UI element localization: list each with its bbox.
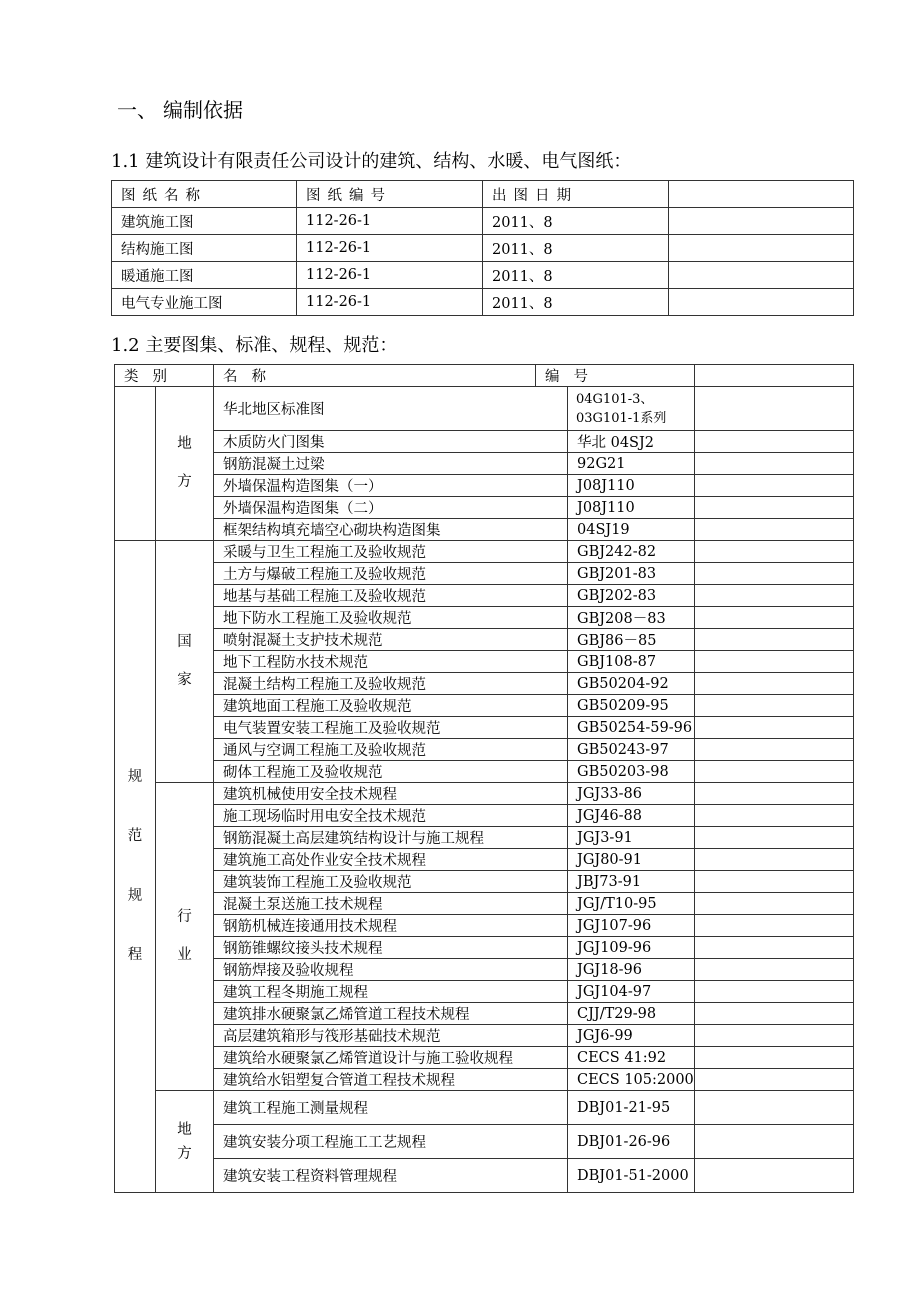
- standard-name: 建筑排水硬聚氯乙烯管道工程技术规程: [214, 1003, 568, 1025]
- standard-code: JGJ80-91: [568, 849, 695, 871]
- table-row: [115, 497, 854, 519]
- table-row: [115, 475, 854, 497]
- table-row: [115, 1125, 854, 1159]
- standard-code: GB50204-92: [568, 673, 695, 695]
- drawing-code: 112-26-1: [297, 289, 483, 316]
- column-header: 出图日期: [483, 181, 669, 208]
- table-row: [115, 761, 854, 783]
- standard-name: 外墙保温构造图集（二）: [214, 497, 568, 519]
- standard-name: 混凝土结构工程施工及验收规范: [214, 673, 568, 695]
- table-row: [115, 1025, 854, 1047]
- drawing-name: 电气专业施工图: [112, 289, 297, 316]
- table-row: [115, 585, 854, 607]
- table-row: [115, 1003, 854, 1025]
- table-row: [115, 893, 854, 915]
- standard-name: 钢筋机械连接通用技术规程: [214, 915, 568, 937]
- table-row: [115, 1091, 854, 1125]
- standard-code: GBJ108-87: [568, 651, 695, 673]
- table-row: [115, 959, 854, 981]
- table-row: [115, 651, 854, 673]
- group-label-local-atlas: 地 方: [156, 387, 214, 541]
- table-row: [115, 1047, 854, 1069]
- standard-code: CECS 105:2000: [568, 1069, 695, 1091]
- table-row: [112, 235, 854, 262]
- standard-code: GBJ86－85: [568, 629, 695, 651]
- column-header-code: 编号: [536, 365, 695, 387]
- standard-code: GBJ202-83: [568, 585, 695, 607]
- table-row: [115, 805, 854, 827]
- standard-name: 木质防火门图集: [214, 431, 568, 453]
- table-row: [115, 695, 854, 717]
- standard-code: JBJ73-91: [568, 871, 695, 893]
- column-header-category: 类别: [115, 365, 214, 387]
- drawing-name: 暖通施工图: [112, 262, 297, 289]
- drawing-code: 112-26-1: [297, 235, 483, 262]
- standard-name: 钢筋混凝土高层建筑结构设计与施工规程: [214, 827, 568, 849]
- table-row: [112, 208, 854, 235]
- standard-name: 华北地区标准图: [214, 387, 568, 431]
- table-row: [115, 607, 854, 629]
- column-header: 图纸名称: [112, 181, 297, 208]
- group-label-industry: 行 业: [156, 783, 214, 1091]
- standard-name: 钢筋混凝土过梁: [214, 453, 568, 475]
- table-row: [115, 563, 854, 585]
- standard-name: 砌体工程施工及验收规范: [214, 761, 568, 783]
- table-row: [115, 739, 854, 761]
- standard-name: 地下防水工程施工及验收规范: [214, 607, 568, 629]
- table-row: [115, 453, 854, 475]
- standard-name: 建筑给水铝塑复合管道工程技术规程: [214, 1069, 568, 1091]
- standard-code: 04G101-3、03G101-1系列: [568, 387, 695, 431]
- standard-name: 施工现场临时用电安全技术规范: [214, 805, 568, 827]
- group-label-local-specs: 地 方: [156, 1091, 214, 1193]
- standard-code: CJJ/T29-98: [568, 1003, 695, 1025]
- table-row: [112, 262, 854, 289]
- table-row: [115, 541, 854, 563]
- standard-code: 华北 04SJ2: [568, 431, 695, 453]
- table-row: [115, 783, 854, 805]
- group-label-national: 国 家: [156, 541, 214, 783]
- table-row: [115, 387, 854, 431]
- standard-name: 建筑机械使用安全技术规程: [214, 783, 568, 805]
- drawing-code: 112-26-1: [297, 208, 483, 235]
- standard-code: GBJ208－83: [568, 607, 695, 629]
- drawing-date: 2011、8: [483, 235, 669, 262]
- column-header: [669, 181, 854, 208]
- standard-name: 地下工程防水技术规范: [214, 651, 568, 673]
- standard-name: 通风与空调工程施工及验收规范: [214, 739, 568, 761]
- standard-name: 电气装置安装工程施工及验收规范: [214, 717, 568, 739]
- standard-name: 外墙保温构造图集（一）: [214, 475, 568, 497]
- section-title: [117, 94, 243, 123]
- standard-name: 建筑施工高处作业安全技术规程: [214, 849, 568, 871]
- standard-name: 混凝土泵送施工技术规程: [214, 893, 568, 915]
- standard-name: 建筑装饰工程施工及验收规范: [214, 871, 568, 893]
- standard-code: GB50203-98: [568, 761, 695, 783]
- group-label-specs: 规 范 规 程: [115, 541, 156, 1193]
- standard-code: 92G21: [568, 453, 695, 475]
- table-row: [115, 937, 854, 959]
- table-row: [115, 673, 854, 695]
- table-row: [115, 1159, 854, 1193]
- standard-code: GB50209-95: [568, 695, 695, 717]
- standard-name: 建筑工程冬期施工规程: [214, 981, 568, 1003]
- table-row: [115, 519, 854, 541]
- standard-code: GB50254-59-96: [568, 717, 695, 739]
- standard-code: DBJ01-51-2000: [568, 1159, 695, 1193]
- standard-code: JGJ104-97: [568, 981, 695, 1003]
- standard-name: 建筑安装分项工程施工工艺规程: [214, 1125, 568, 1159]
- standard-name: 土方与爆破工程施工及验收规范: [214, 563, 568, 585]
- section-number: 一、: [117, 98, 157, 122]
- standard-name: 框架结构填充墙空心砌块构造图集: [214, 519, 568, 541]
- standard-name: 建筑工程施工测量规程: [214, 1091, 568, 1125]
- drawing-date: 2011、8: [483, 208, 669, 235]
- standard-code: DBJ01-21-95: [568, 1091, 695, 1125]
- standard-code: JGJ109-96: [568, 937, 695, 959]
- standard-name: 钢筋焊接及验收规程: [214, 959, 568, 981]
- standards-table: [114, 364, 854, 1193]
- standard-name: 建筑地面工程施工及验收规范: [214, 695, 568, 717]
- column-header-name: 名称: [214, 365, 536, 387]
- table-row: [115, 871, 854, 893]
- standard-code: J08J110: [568, 475, 695, 497]
- table-row: [115, 849, 854, 871]
- standard-name: 高层建筑箱形与筏形基础技术规范: [214, 1025, 568, 1047]
- standard-code: JGJ46-88: [568, 805, 695, 827]
- drawings-heading: 1.1 建筑设计有限责任公司设计的建筑、结构、水暖、电气图纸：: [111, 151, 632, 172]
- table-row: [115, 827, 854, 849]
- drawing-date: 2011、8: [483, 262, 669, 289]
- table-row: [115, 981, 854, 1003]
- standard-code: GB50243-97: [568, 739, 695, 761]
- drawings-table: [111, 180, 854, 316]
- standard-code: GBJ242-82: [568, 541, 695, 563]
- table-row: [115, 717, 854, 739]
- standard-code: JGJ107-96: [568, 915, 695, 937]
- standard-code: JGJ18-96: [568, 959, 695, 981]
- standard-code: CECS 41:92: [568, 1047, 695, 1069]
- column-header: 图纸编号: [297, 181, 483, 208]
- standards-heading: 1.2 主要图集、标准、规程、规范：: [111, 335, 398, 356]
- drawing-name: 建筑施工图: [112, 208, 297, 235]
- table-row: [115, 1069, 854, 1091]
- table-row: [115, 915, 854, 937]
- standard-code: JGJ3-91: [568, 827, 695, 849]
- standard-code: JGJ/T10-95: [568, 893, 695, 915]
- table-header-row: [115, 365, 854, 387]
- standard-code: DBJ01-26-96: [568, 1125, 695, 1159]
- table-row: [115, 431, 854, 453]
- standard-code: JGJ33-86: [568, 783, 695, 805]
- standard-code: GBJ201-83: [568, 563, 695, 585]
- section-title-text: 编制依据: [163, 98, 243, 122]
- standard-name: 建筑给水硬聚氯乙烯管道设计与施工验收规程: [214, 1047, 568, 1069]
- table-row: [115, 629, 854, 651]
- drawing-name: 结构施工图: [112, 235, 297, 262]
- table-header-row: [112, 181, 854, 208]
- standard-name: 采暖与卫生工程施工及验收规范: [214, 541, 568, 563]
- standard-name: 喷射混凝土支护技术规范: [214, 629, 568, 651]
- standard-name: 钢筋锥螺纹接头技术规程: [214, 937, 568, 959]
- standard-code: J08J110: [568, 497, 695, 519]
- table-row: [112, 289, 854, 316]
- drawing-code: 112-26-1: [297, 262, 483, 289]
- standard-name: 建筑安装工程资料管理规程: [214, 1159, 568, 1193]
- standard-code: JGJ6-99: [568, 1025, 695, 1047]
- standard-code: 04SJ19: [568, 519, 695, 541]
- standard-name: 地基与基础工程施工及验收规范: [214, 585, 568, 607]
- drawing-date: 2011、8: [483, 289, 669, 316]
